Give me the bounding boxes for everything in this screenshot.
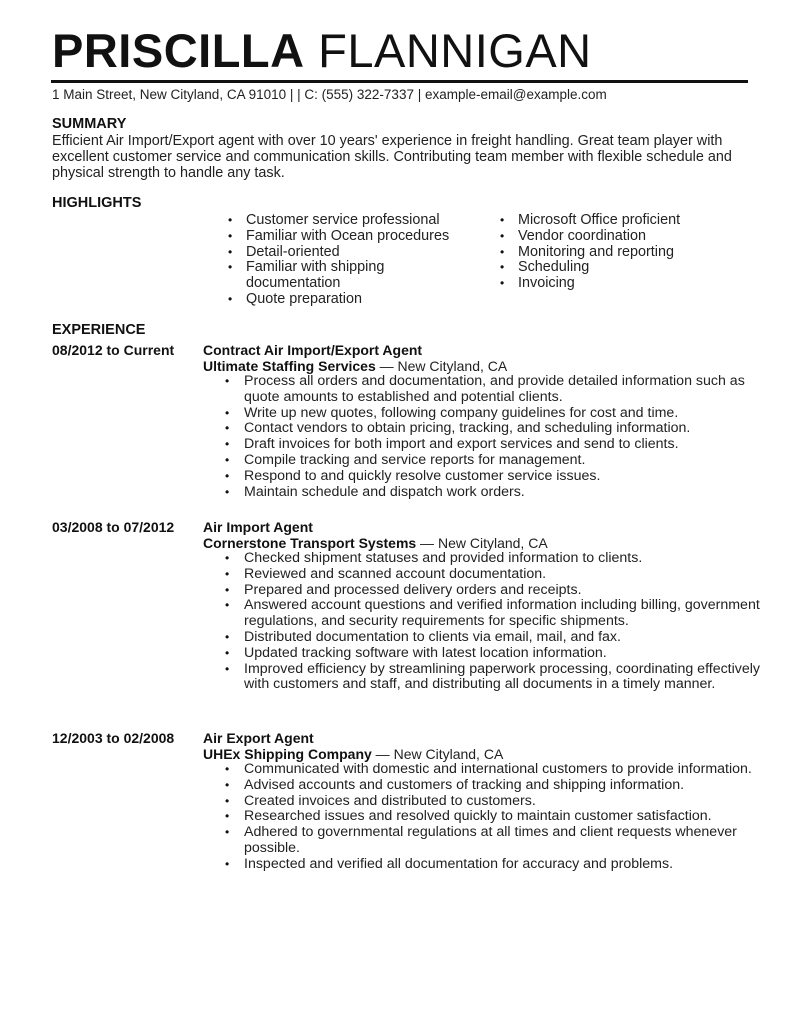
- highlights-column-2: [500, 213, 730, 292]
- list-item-text: Answered account questions and verified information including billing, government regulations, and security requirements for specific shipments.: [244, 597, 760, 630]
- company-name: Ultimate Staffing Services: [203, 358, 376, 374]
- bullet-icon: •: [500, 244, 505, 259]
- list-item: [225, 598, 773, 630]
- job-duties: [225, 762, 773, 873]
- list-item-text: Scheduling: [518, 259, 590, 276]
- list-item: [225, 630, 773, 646]
- bullet-icon: •: [500, 228, 505, 243]
- job-employer-line: [203, 358, 773, 374]
- list-item-text: Contact vendors to obtain pricing, tracking, and scheduling information.: [244, 420, 691, 437]
- list-item: [225, 662, 773, 694]
- list-item: [225, 857, 773, 873]
- list-item: [225, 794, 773, 810]
- list-item-text: Respond to and quickly resolve customer service issues.: [244, 467, 601, 484]
- list-item: [225, 374, 773, 406]
- job-dates: 12/2003 to 02/2008: [52, 730, 175, 746]
- summary-text: Efficient Air Import/Export agent with over 10 years' experience in freight handling. Great team player with excellent customer service and communication skills. Contributing team member with flexible schedule and physical strength to handle any task.: [52, 133, 732, 181]
- job-employer-line: [203, 535, 773, 551]
- job-title: Air Import Agent: [203, 519, 313, 535]
- list-item-text: Customer service professional: [246, 212, 440, 228]
- list-item-text: Quote preparation: [246, 290, 363, 307]
- bullet-icon: •: [500, 276, 505, 291]
- list-item-text: Compile tracking and service reports for management.: [244, 451, 586, 468]
- contact-info: 1 Main Street, New Cityland, CA 91010 | | C: (555) 322-7337 | example-email@example.com: [52, 87, 607, 102]
- list-item-text: Process all orders and documentation, and provide detailed information such as quote amounts to established and potential clients.: [244, 373, 745, 405]
- experience-heading: EXPERIENCE: [52, 322, 146, 338]
- job-location: New Cityland, CA: [393, 746, 504, 762]
- list-item-text: Prepared and processed delivery orders and receipts.: [244, 581, 582, 598]
- bullet-icon: •: [225, 856, 230, 871]
- bullet-icon: •: [225, 374, 230, 388]
- job-employer-line: [203, 746, 773, 762]
- list-item: [225, 453, 773, 469]
- separator: —: [371, 746, 394, 762]
- list-item-text: Checked shipment statuses and provided information to clients.: [244, 550, 643, 566]
- list-item-text: Advised accounts and customers of tracking and shipping information.: [244, 776, 685, 793]
- bullet-icon: •: [228, 228, 233, 243]
- bullet-icon: •: [225, 793, 230, 808]
- list-item-text: Familiar with shipping documentation: [246, 259, 385, 292]
- bullet-icon: •: [228, 260, 233, 275]
- list-item-text: Reviewed and scanned account documentation.: [244, 565, 547, 582]
- candidate-name: [52, 26, 592, 76]
- first-name: PRISCILLA: [52, 24, 305, 77]
- bullet-icon: •: [228, 291, 233, 306]
- list-item: [500, 213, 730, 229]
- bullet-icon: •: [225, 405, 230, 420]
- job-title: Air Export Agent: [203, 730, 314, 746]
- header-divider: [51, 80, 748, 83]
- separator: —: [375, 358, 398, 374]
- list-item: [500, 245, 730, 261]
- bullet-icon: •: [228, 213, 233, 227]
- list-item-text: Write up new quotes, following company guidelines for cost and time.: [244, 404, 679, 421]
- bullet-icon: •: [500, 213, 505, 227]
- list-item: [225, 567, 773, 583]
- list-item: [228, 260, 478, 292]
- job-duties: [225, 551, 773, 693]
- list-item: [225, 825, 773, 857]
- company-name: Cornerstone Transport Systems: [203, 535, 417, 551]
- list-item-text: Distributed documentation to clients via email, mail, and fax.: [244, 628, 621, 645]
- list-item-text: Communicated with domestic and international customers to provide information.: [244, 761, 752, 777]
- list-item-text: Familiar with Ocean procedures: [246, 227, 450, 244]
- list-item-text: Improved efficiency by streamlining paperwork processing, coordinating effectively with customers and staff, and distributing all documents in a timely manner.: [244, 660, 761, 693]
- bullet-icon: •: [500, 260, 505, 275]
- list-item-text: Created invoices and distributed to customers.: [244, 792, 536, 809]
- bullet-icon: •: [225, 582, 230, 597]
- list-item-text: Vendor coordination: [518, 227, 647, 244]
- list-item: [228, 213, 478, 229]
- last-name: FLANNIGAN: [318, 24, 592, 77]
- job-dates: 03/2008 to 07/2012: [52, 519, 175, 535]
- bullet-icon: •: [225, 452, 230, 467]
- bullet-icon: •: [225, 777, 230, 792]
- list-item: [500, 260, 730, 276]
- list-item: [225, 778, 773, 794]
- job-title: Contract Air Import/Export Agent: [203, 342, 423, 358]
- bullet-icon: •: [225, 566, 230, 581]
- list-item-text: Monitoring and reporting: [518, 243, 674, 260]
- job-location: New Cityland, CA: [437, 535, 548, 551]
- list-item: [228, 229, 478, 245]
- bullet-icon: •: [225, 551, 230, 565]
- job-dates: 08/2012 to Current: [52, 342, 175, 358]
- list-item: [500, 276, 730, 292]
- bullet-icon: •: [225, 661, 230, 676]
- list-item: [225, 646, 773, 662]
- bullet-icon: •: [225, 421, 230, 436]
- list-item-text: Inspected and verified all documentation for accuracy and problems.: [244, 855, 674, 872]
- list-item: [225, 437, 773, 453]
- bullet-icon: •: [225, 645, 230, 660]
- list-item-text: Maintain schedule and dispatch work orders.: [244, 483, 525, 500]
- job-body: [203, 342, 773, 500]
- list-item: [225, 406, 773, 422]
- bullet-icon: •: [225, 598, 230, 613]
- bullet-icon: •: [225, 825, 230, 840]
- list-item: [225, 583, 773, 599]
- highlights-column-1: [228, 213, 478, 308]
- list-item-text: Detail-oriented: [246, 243, 340, 260]
- list-item-text: Researched issues and resolved quickly to maintain customer satisfaction.: [244, 808, 712, 825]
- bullet-icon: •: [225, 437, 230, 452]
- list-item-text: Draft invoices for both import and export services and send to clients.: [244, 436, 679, 453]
- list-item: [500, 229, 730, 245]
- company-name: UHEx Shipping Company: [203, 746, 372, 762]
- bullet-icon: •: [225, 468, 230, 483]
- summary-heading: SUMMARY: [52, 116, 127, 132]
- list-item-text: Updated tracking software with latest location information.: [244, 644, 607, 661]
- list-item: [225, 485, 773, 501]
- job-location: New Cityland, CA: [397, 358, 508, 374]
- job-duties: [225, 374, 773, 500]
- list-item: [228, 245, 478, 261]
- list-item: [225, 469, 773, 485]
- list-item-text: Adhered to governmental regulations at all times and client requests whenever possible.: [244, 824, 737, 856]
- highlights-heading: HIGHLIGHTS: [52, 195, 142, 211]
- list-item: [225, 809, 773, 825]
- list-item: [225, 762, 773, 778]
- list-item: [228, 292, 478, 308]
- bullet-icon: •: [225, 484, 230, 499]
- list-item-text: Microsoft Office proficient: [518, 212, 681, 228]
- list-item-text: Invoicing: [518, 275, 575, 292]
- bullet-icon: •: [225, 762, 230, 776]
- bullet-icon: •: [225, 629, 230, 644]
- list-item: [225, 421, 773, 437]
- list-item: [225, 551, 773, 567]
- separator: —: [416, 535, 438, 551]
- job-body: [203, 519, 773, 693]
- job-body: [203, 730, 773, 873]
- bullet-icon: •: [228, 244, 233, 259]
- bullet-icon: •: [225, 809, 230, 824]
